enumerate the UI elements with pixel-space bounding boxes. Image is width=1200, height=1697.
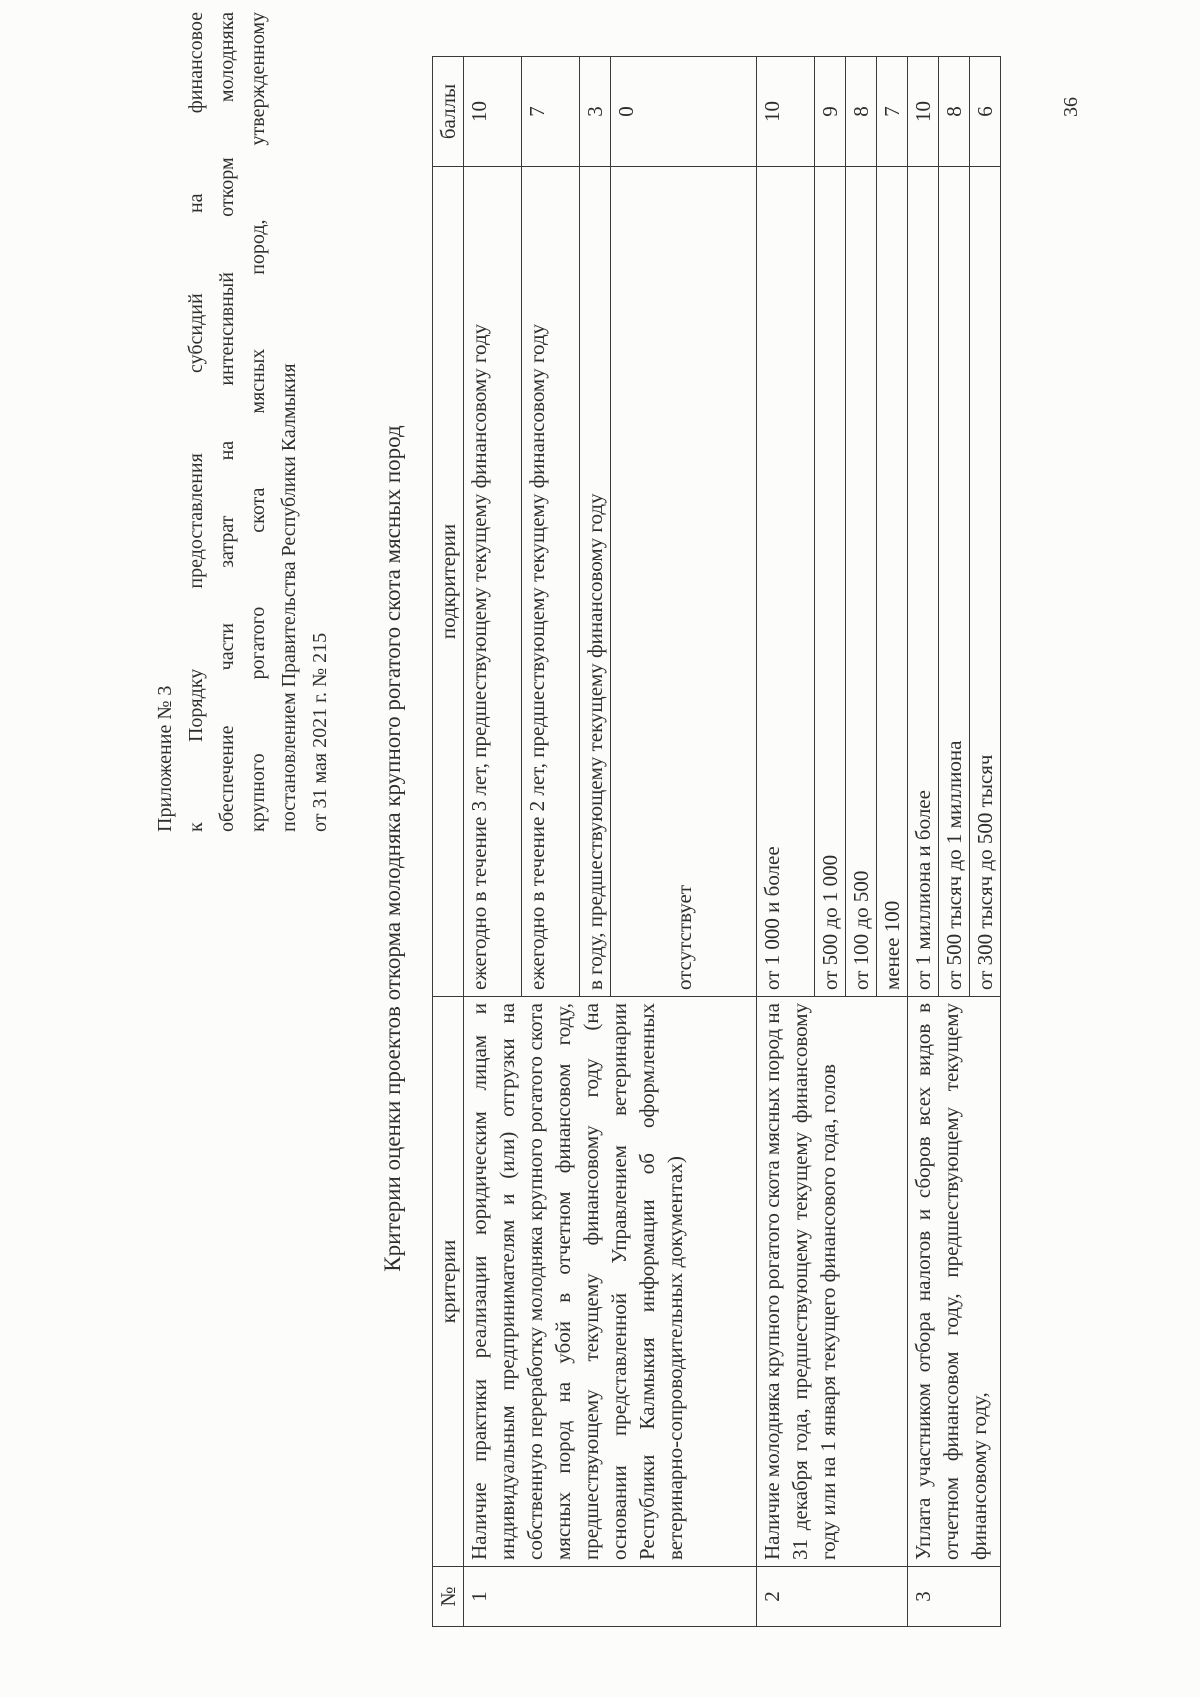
points-value: 8: [939, 57, 970, 167]
subcriterion-text: от 500 тысяч до 1 миллиона: [939, 167, 970, 997]
row-number: 3: [908, 1567, 1001, 1627]
row-number: 1: [464, 1567, 757, 1627]
points-value: 10: [908, 57, 939, 167]
points-value: 7: [877, 57, 908, 167]
subcriterion-text: ежегодно в течение 3 лет, предшествующему текущему финансовому году: [464, 167, 522, 997]
points-value: 10: [757, 57, 815, 167]
subcriterion-text: менее 100: [877, 167, 908, 997]
header-points: баллы: [433, 57, 464, 167]
document-title: Критерии оценки проектов откорма молодняка крупного рогатого скота мясных пород: [380, 425, 405, 1272]
points-value: 6: [970, 57, 1001, 167]
subcriterion-text: от 100 до 500: [846, 167, 877, 997]
page-number: 36: [1060, 97, 1082, 117]
header-num: №: [433, 1567, 464, 1627]
subcriterion-text: от 1 миллиона и более: [908, 167, 939, 997]
table-row: [908, 57, 939, 1627]
appendix-line: крупного рогатого скота мясных пород, утвержденному: [247, 12, 269, 832]
points-value: 3: [580, 57, 611, 167]
table-row: [757, 57, 815, 1627]
row-number: 2: [757, 1567, 908, 1627]
header-criteria: критерии: [433, 997, 464, 1567]
appendix-date: от 31 мая 2021 г. № 215: [309, 632, 331, 832]
criterion-text: Уплата участником отбора налогов и сборов всех видов в отчетном финансовом году, предшествующему текущему финансовому году,: [908, 997, 1001, 1567]
points-value: 8: [846, 57, 877, 167]
criteria-table: [432, 56, 1001, 1627]
points-value: 7: [522, 57, 580, 167]
appendix-line: к Порядку предоставления субсидий на финансовое: [185, 12, 207, 832]
subcriterion-text: отсутствует: [611, 167, 757, 997]
appendix-line: обеспечение части затрат на интенсивный откорм молодняка: [216, 12, 238, 832]
appendix-number: Приложение № 3: [154, 685, 176, 832]
criterion-text: Наличие практики реализации юридическим лицам и индивидуальным предпринимателям и (или) отгрузки на собственную переработку молодняка крупного рогатого скота мясных пород на убой в отчетном финансовом году, предшествующему текущему финансовому году (на основании представленной Управлением ветеринарии Республики Калмыкия информации об оформленных ветеринарно-сопроводительных документах): [464, 997, 757, 1567]
criterion-text: Наличие молодняка крупного рогатого скота мясных пород на 31 декабря года, предшествующему текущему финансовому году или на 1 января текущего финансового года, голов: [757, 997, 908, 1567]
points-value: 10: [464, 57, 522, 167]
points-value: 9: [815, 57, 846, 167]
subcriterion-text: ежегодно в течение 2 лет, предшествующему текущему финансовому году: [522, 167, 580, 997]
header-subcriteria: подкритерии: [433, 167, 464, 997]
appendix-line: постановлением Правительства Республики Калмыкия: [278, 363, 300, 832]
appendix-header: [150, 12, 336, 832]
table-row: [464, 57, 522, 1627]
subcriterion-text: от 300 тысяч до 500 тысяч: [970, 167, 1001, 997]
subcriterion-text: от 500 до 1 000: [815, 167, 846, 997]
table-header-row: [433, 57, 464, 1627]
points-value: 0: [611, 57, 757, 167]
subcriterion-text: от 1 000 и более: [757, 167, 815, 997]
subcriterion-text: в году, предшествующему текущему финансовому году: [580, 167, 611, 997]
